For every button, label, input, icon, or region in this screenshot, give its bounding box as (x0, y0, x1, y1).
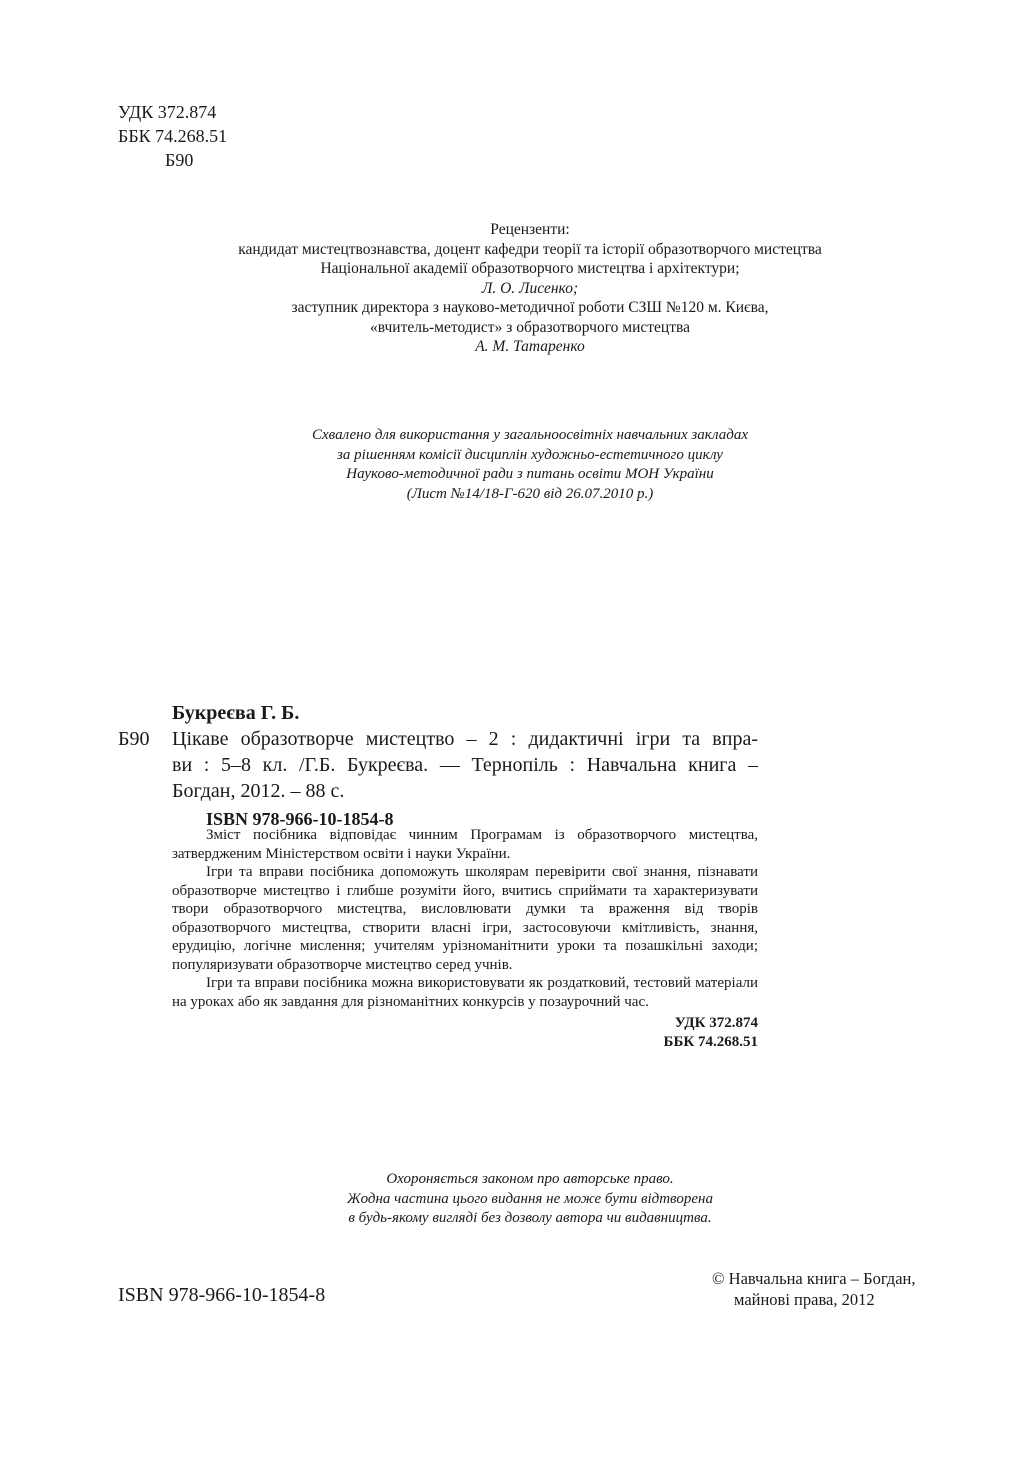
copyright-notice (200, 1170, 860, 1229)
annotation-bbk: ББК 74.268.51 (663, 1034, 758, 1050)
annotation-paragraph-3: Ігри та вправи посібника можна використовувати як роздатковий, тестовий матеріали на уроках або як завдання для різноманітних конкурсів у позаурочний час. (172, 975, 758, 1010)
reviewer-1-position: кандидат мистецтвознавства, доцент кафедри теорії та історії образотворчого мистецтва (238, 240, 822, 258)
record-line-1: Цікаве образотворче мистецтво – 2 : дидактичні ігри та впра- (172, 728, 758, 750)
reviewer-2-name: А. М. Татаренко (475, 338, 585, 355)
reviewer-1-name: Л. О. Лисенко; (481, 279, 579, 297)
annotation-paragraph-1: Зміст посібника відповідає чинним Програмам із образотворчого мистецтва, затвердженим Міністерством освіти і науки України. (172, 827, 758, 862)
copyright-line-3: в будь-якому вигляді без дозволу автора чи видавництва. (348, 1210, 712, 1226)
publisher-rights (712, 1268, 915, 1310)
approval-line-4: (Лист №14/18-Г-620 від 26.07.2010 р.) (406, 485, 654, 502)
record-isbn: ISBN 978-966-10-1854-8 (206, 809, 394, 829)
reviewer-2-title: «вчитель-методист» з образотворчого мистецтва (370, 318, 690, 336)
record-line-3: Богдан, 2012. – 88 с. (172, 780, 345, 802)
author-mark: Б90 (165, 150, 194, 170)
record-mark: Б90 (118, 728, 150, 750)
reviewers-block (150, 220, 910, 357)
record-entry (118, 726, 758, 804)
approval-line-3: Науково-методичної ради з питань освіти МОН України (346, 466, 714, 482)
publisher-line-2: майнові права, 2012 (734, 1290, 875, 1309)
annotation-udk: УДК 372.874 (674, 1015, 758, 1031)
copyright-line-1: Охороняється законом про авторське право. (386, 1171, 674, 1187)
approval-line-1: Схвалено для використання у загальноосвітніх навчальних закладах (312, 427, 748, 443)
reviewer-2-position: заступник директора з науково-методичної роботи СЗШ №120 м. Києва, (291, 299, 769, 316)
record-line-2: ви : 5–8 кл. /Г.Б. Букреєва. — Тернопіль : Навчальна книга – (172, 754, 758, 776)
record-author: Букреєва Г. Б. (172, 702, 300, 724)
bbk-code: ББК 74.268.51 (118, 126, 228, 146)
top-classification-codes (118, 100, 227, 172)
reviewer-1-institution: Національної академії образотворчого мистецтва і архітектури; (320, 260, 740, 277)
bibliographic-record (118, 700, 758, 832)
approval-block (160, 426, 900, 504)
udk-code: УДК 372.874 (118, 102, 217, 122)
annotation-paragraph-2: Ігри та вправи посібника допоможуть школярам перевірити свої знання, пізнавати образотворче мистецтво і глибше розуміти його, вчитись сприймати та характеризувати твори образотворчого мистецтва, висловлювати думки та враження від творів образотворчого мистецтва, створити власні ігри, застосовуючи кмітливість, знання, ерудицію, логічне мислення; учителям урізноманітнити уроки та позашкільні заходи; популяризувати образотворче мистецтво серед учнів. (172, 864, 758, 973)
annotation-codes (172, 1014, 758, 1052)
copyright-line-2: Жодна частина цього видання не може бути відтворена (347, 1190, 713, 1207)
annotation-block (172, 826, 758, 1052)
reviewers-heading: Рецензенти: (490, 221, 570, 238)
approval-line-2: за рішенням комісії дисциплін художньо-естетичного циклу (337, 446, 723, 463)
publisher-line-1: © Навчальна книга – Богдан, (712, 1269, 916, 1288)
footer-isbn: ISBN 978-966-10-1854-8 (118, 1284, 326, 1306)
